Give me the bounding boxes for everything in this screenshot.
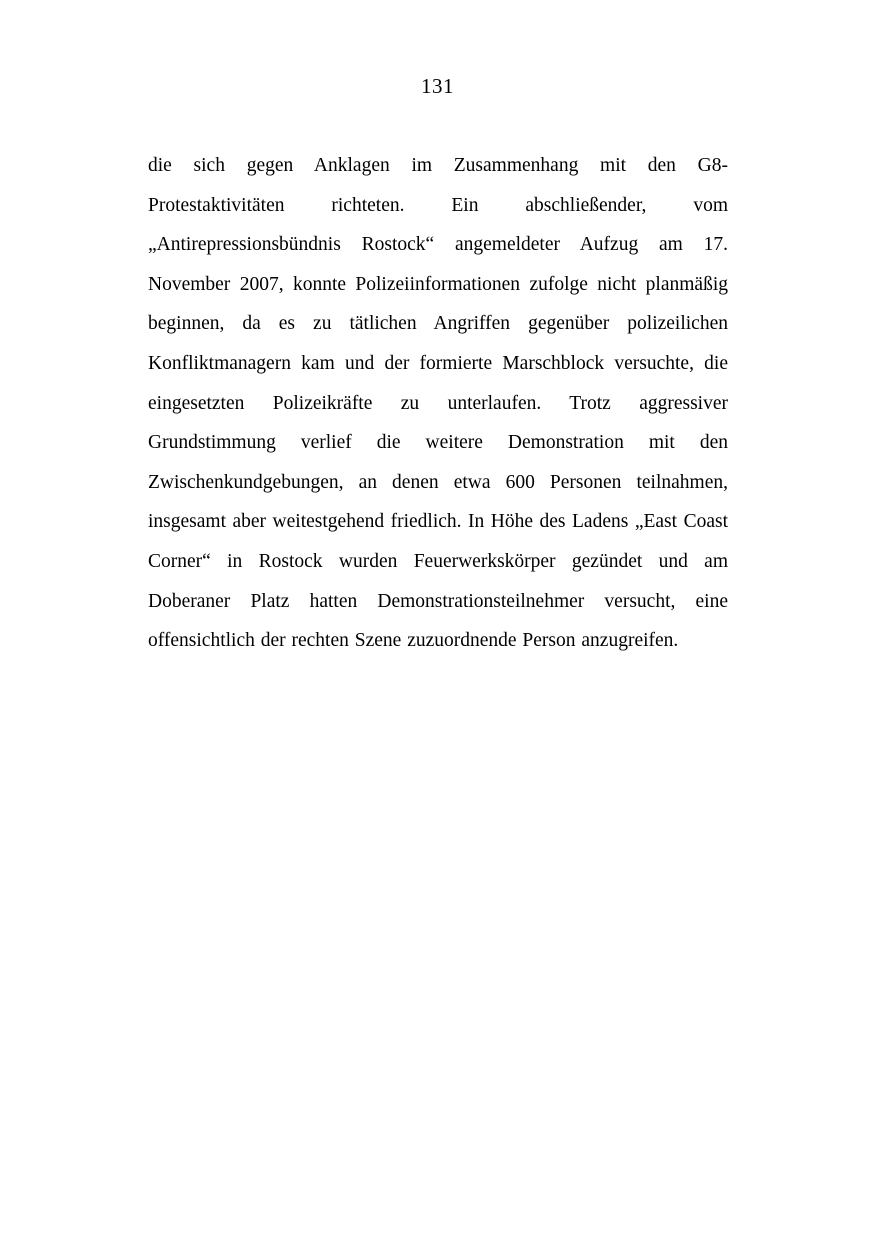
- page-number: 131: [421, 74, 454, 98]
- body-paragraph: die sich gegen Anklagen im Zusammenhang mit den G8-Protestaktivitäten richteten. Ein abschließender, vom „Antirepressionsbündnis Rostock“ angemeldeter Aufzug am 17. November 2007, konnte Polizeiinformationen zufolge nicht planmäßig beginnen, da es zu tätlichen Angriffen gegenüber polizeilichen Konfliktmanagern kam und der formierte Marschblock versuchte, die eingesetzten Polizeikräfte zu unterlaufen. Trotz aggressiver Grundstimmung verlief die weitere Demonstration mit den Zwischenkundgebungen, an denen etwa 600 Personen teilnahmen, insgesamt aber weitestgehend friedlich. In Höhe des Ladens „East Coast Corner“ in Rostock wurden Feuerwerkskörper gezündet und am Doberaner Platz hatten Demonstrationsteilnehmer versucht, eine offensichtlich der rechten Szene zuzuordnende Person anzugreifen.: [148, 155, 728, 652]
